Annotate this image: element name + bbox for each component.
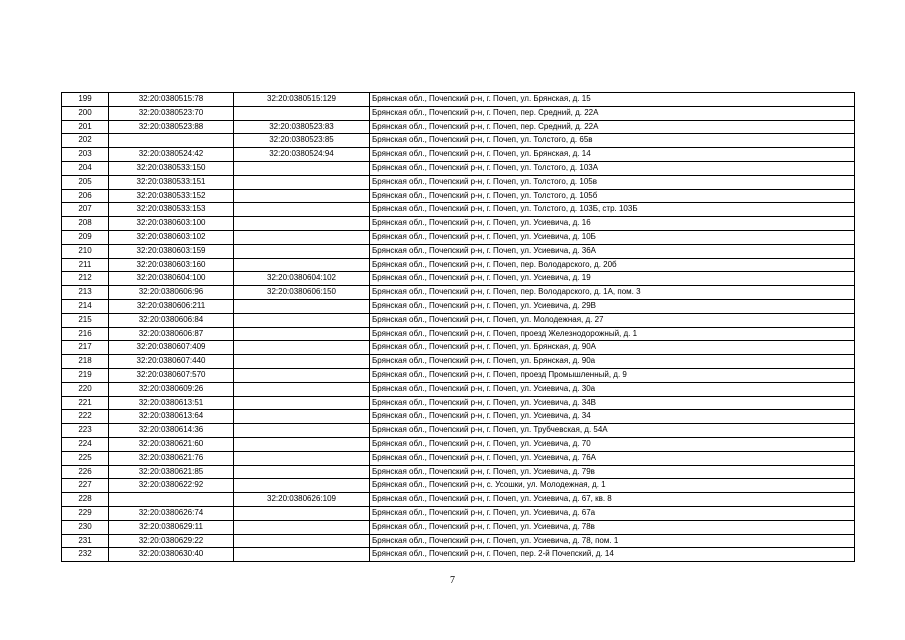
cadastral-number-cell: 32:20:0380607:570: [109, 368, 234, 382]
row-number-cell: 224: [62, 437, 109, 451]
cadastral-number-cell: 32:20:0380533:151: [109, 175, 234, 189]
table-row: [62, 424, 855, 438]
related-cadastral-number-cell: 32:20:0380606:150: [234, 286, 370, 300]
row-number-cell: 209: [62, 230, 109, 244]
row-number-cell: 202: [62, 134, 109, 148]
table-row: [62, 272, 855, 286]
cadastral-number-cell: [109, 134, 234, 148]
related-cadastral-number-cell: [234, 534, 370, 548]
table-row: [62, 396, 855, 410]
address-cell: Брянская обл., Почепский р-н, г. Почеп, ул. Толстого, д. 103А: [370, 161, 855, 175]
address-cell: Брянская обл., Почепский р-н, г. Почеп, пер. Средний, д. 22А: [370, 120, 855, 134]
address-cell: Брянская обл., Почепский р-н, г. Почеп, ул. Брянская, д. 15: [370, 93, 855, 107]
row-number-cell: 199: [62, 93, 109, 107]
related-cadastral-number-cell: [234, 244, 370, 258]
address-cell: Брянская обл., Почепский р-н, г. Почеп, ул. Усиевича, д. 79в: [370, 465, 855, 479]
table-row: [62, 355, 855, 369]
cadastral-number-cell: 32:20:0380515:78: [109, 93, 234, 107]
address-cell: Брянская обл., Почепский р-н, г. Почеп, ул. Толстого, д. 105б: [370, 189, 855, 203]
table-row: [62, 161, 855, 175]
address-cell: Брянская обл., Почепский р-н, г. Почеп, ул. Усиевича, д. 78, пом. 1: [370, 534, 855, 548]
cadastral-number-cell: 32:20:0380533:150: [109, 161, 234, 175]
related-cadastral-number-cell: [234, 189, 370, 203]
row-number-cell: 203: [62, 148, 109, 162]
page-number: 7: [450, 575, 455, 586]
cadastral-number-cell: 32:20:0380621:60: [109, 437, 234, 451]
cadastral-number-cell: 32:20:0380606:96: [109, 286, 234, 300]
related-cadastral-number-cell: [234, 106, 370, 120]
table-row: [62, 230, 855, 244]
row-number-cell: 204: [62, 161, 109, 175]
cadastral-number-cell: 32:20:0380606:84: [109, 313, 234, 327]
registry-table-body: [62, 93, 855, 562]
address-cell: Брянская обл., Почепский р-н, г. Почеп, проезд Железнодорожный, д. 1: [370, 327, 855, 341]
address-cell: Брянская обл., Почепский р-н, г. Почеп, ул. Усиевича, д. 19: [370, 272, 855, 286]
cadastral-number-cell: 32:20:0380603:160: [109, 258, 234, 272]
related-cadastral-number-cell: [234, 396, 370, 410]
related-cadastral-number-cell: [234, 217, 370, 231]
address-cell: Брянская обл., Почепский р-н, г. Почеп, пер. Володарского, д. 20б: [370, 258, 855, 272]
related-cadastral-number-cell: [234, 548, 370, 562]
cadastral-number-cell: 32:20:0380603:159: [109, 244, 234, 258]
address-cell: Брянская обл., Почепский р-н, г. Почеп, ул. Усиевича, д. 78в: [370, 520, 855, 534]
table-row: [62, 465, 855, 479]
table-row: [62, 217, 855, 231]
row-number-cell: 221: [62, 396, 109, 410]
address-cell: Брянская обл., Почепский р-н, г. Почеп, ул. Толстого, д. 105в: [370, 175, 855, 189]
address-cell: Брянская обл., Почепский р-н, г. Почеп, проезд Промышленный, д. 9: [370, 368, 855, 382]
table-row: [62, 189, 855, 203]
related-cadastral-number-cell: 32:20:0380604:102: [234, 272, 370, 286]
table-row: [62, 175, 855, 189]
related-cadastral-number-cell: [234, 382, 370, 396]
cadastral-number-cell: 32:20:0380603:100: [109, 217, 234, 231]
address-cell: Брянская обл., Почепский р-н, г. Почеп, ул. Усиевича, д. 70: [370, 437, 855, 451]
related-cadastral-number-cell: [234, 520, 370, 534]
address-cell: Брянская обл., Почепский р-н, г. Почеп, ул. Усиевича, д. 29В: [370, 299, 855, 313]
row-number-cell: 218: [62, 355, 109, 369]
address-cell: Брянская обл., Почепский р-н, г. Почеп, ул. Брянская, д. 14: [370, 148, 855, 162]
table-row: [62, 106, 855, 120]
row-number-cell: 211: [62, 258, 109, 272]
table-row: [62, 93, 855, 107]
related-cadastral-number-cell: [234, 327, 370, 341]
row-number-cell: 217: [62, 341, 109, 355]
table-row: [62, 548, 855, 562]
related-cadastral-number-cell: [234, 175, 370, 189]
address-cell: Брянская обл., Почепский р-н, г. Почеп, ул. Толстого, д. 103Б, стр. 103Б: [370, 203, 855, 217]
address-cell: Брянская обл., Почепский р-н, с. Усошки, ул. Молодежная, д. 1: [370, 479, 855, 493]
cadastral-number-cell: 32:20:0380607:440: [109, 355, 234, 369]
table-row: [62, 313, 855, 327]
address-cell: Брянская обл., Почепский р-н, г. Почеп, ул. Усиевича, д. 30а: [370, 382, 855, 396]
cadastral-number-cell: 32:20:0380606:87: [109, 327, 234, 341]
address-cell: Брянская обл., Почепский р-н, г. Почеп, ул. Усиевича, д. 16: [370, 217, 855, 231]
address-cell: Брянская обл., Почепский р-н, г. Почеп, ул. Брянская, д. 90А: [370, 341, 855, 355]
cadastral-number-cell: 32:20:0380606:211: [109, 299, 234, 313]
row-number-cell: 232: [62, 548, 109, 562]
cadastral-number-cell: [109, 493, 234, 507]
cadastral-number-cell: 32:20:0380614:36: [109, 424, 234, 438]
related-cadastral-number-cell: [234, 203, 370, 217]
related-cadastral-number-cell: [234, 355, 370, 369]
cadastral-number-cell: 32:20:0380533:153: [109, 203, 234, 217]
related-cadastral-number-cell: [234, 465, 370, 479]
address-cell: Брянская обл., Почепский р-н, г. Почеп, ул. Усиевича, д. 67, кв. 8: [370, 493, 855, 507]
cadastral-number-cell: 32:20:0380626:74: [109, 506, 234, 520]
table-row: [62, 534, 855, 548]
cadastral-number-cell: 32:20:0380621:76: [109, 451, 234, 465]
cadastral-number-cell: 32:20:0380604:100: [109, 272, 234, 286]
related-cadastral-number-cell: 32:20:0380523:83: [234, 120, 370, 134]
row-number-cell: 229: [62, 506, 109, 520]
address-cell: Брянская обл., Почепский р-н, г. Почеп, ул. Усиевича, д. 76А: [370, 451, 855, 465]
related-cadastral-number-cell: [234, 299, 370, 313]
row-number-cell: 222: [62, 410, 109, 424]
related-cadastral-number-cell: 32:20:0380626:109: [234, 493, 370, 507]
row-number-cell: 200: [62, 106, 109, 120]
row-number-cell: 205: [62, 175, 109, 189]
table-row: [62, 148, 855, 162]
cadastral-number-cell: 32:20:0380607:409: [109, 341, 234, 355]
table-row: [62, 479, 855, 493]
row-number-cell: 206: [62, 189, 109, 203]
table-row: [62, 451, 855, 465]
table-row: [62, 327, 855, 341]
registry-table: [61, 92, 855, 562]
related-cadastral-number-cell: [234, 161, 370, 175]
table-row: [62, 120, 855, 134]
row-number-cell: 216: [62, 327, 109, 341]
cadastral-number-cell: 32:20:0380613:64: [109, 410, 234, 424]
row-number-cell: 228: [62, 493, 109, 507]
address-cell: Брянская обл., Почепский р-н, г. Почеп, ул. Толстого, д. 65в: [370, 134, 855, 148]
cadastral-number-cell: 32:20:0380613:51: [109, 396, 234, 410]
row-number-cell: 226: [62, 465, 109, 479]
related-cadastral-number-cell: [234, 506, 370, 520]
cadastral-number-cell: 32:20:0380629:11: [109, 520, 234, 534]
cadastral-number-cell: 32:20:0380622:92: [109, 479, 234, 493]
row-number-cell: 210: [62, 244, 109, 258]
related-cadastral-number-cell: [234, 258, 370, 272]
related-cadastral-number-cell: [234, 313, 370, 327]
table-row: [62, 203, 855, 217]
related-cadastral-number-cell: 32:20:0380515:129: [234, 93, 370, 107]
address-cell: Брянская обл., Почепский р-н, г. Почеп, ул. Молодежная, д. 27: [370, 313, 855, 327]
table-row: [62, 368, 855, 382]
related-cadastral-number-cell: [234, 424, 370, 438]
row-number-cell: 208: [62, 217, 109, 231]
cadastral-number-cell: 32:20:0380609:26: [109, 382, 234, 396]
table-row: [62, 382, 855, 396]
row-number-cell: 231: [62, 534, 109, 548]
table-row: [62, 299, 855, 313]
table-row: [62, 520, 855, 534]
related-cadastral-number-cell: [234, 230, 370, 244]
cadastral-number-cell: 32:20:0380629:22: [109, 534, 234, 548]
address-cell: Брянская обл., Почепский р-н, г. Почеп, ул. Усиевича, д. 34В: [370, 396, 855, 410]
row-number-cell: 225: [62, 451, 109, 465]
row-number-cell: 212: [62, 272, 109, 286]
related-cadastral-number-cell: [234, 410, 370, 424]
related-cadastral-number-cell: [234, 341, 370, 355]
address-cell: Брянская обл., Почепский р-н, г. Почеп, ул. Усиевича, д. 34: [370, 410, 855, 424]
address-cell: Брянская обл., Почепский р-н, г. Почеп, ул. Усиевича, д. 36А: [370, 244, 855, 258]
address-cell: Брянская обл., Почепский р-н, г. Почеп, пер. Средний, д. 22А: [370, 106, 855, 120]
table-row: [62, 341, 855, 355]
cadastral-number-cell: 32:20:0380523:88: [109, 120, 234, 134]
row-number-cell: 223: [62, 424, 109, 438]
related-cadastral-number-cell: [234, 437, 370, 451]
row-number-cell: 213: [62, 286, 109, 300]
address-cell: Брянская обл., Почепский р-н, г. Почеп, пер. Володарского, д. 1А, пом. 3: [370, 286, 855, 300]
row-number-cell: 207: [62, 203, 109, 217]
row-number-cell: 220: [62, 382, 109, 396]
cadastral-number-cell: 32:20:0380533:152: [109, 189, 234, 203]
address-cell: Брянская обл., Почепский р-н, г. Почеп, ул. Усиевича, д. 67а: [370, 506, 855, 520]
cadastral-number-cell: 32:20:0380603:102: [109, 230, 234, 244]
table-row: [62, 134, 855, 148]
cadastral-number-cell: 32:20:0380524:42: [109, 148, 234, 162]
related-cadastral-number-cell: [234, 451, 370, 465]
table-row: [62, 258, 855, 272]
row-number-cell: 214: [62, 299, 109, 313]
table-row: [62, 410, 855, 424]
row-number-cell: 227: [62, 479, 109, 493]
address-cell: Брянская обл., Почепский р-н, г. Почеп, ул. Трубчевская, д. 54А: [370, 424, 855, 438]
related-cadastral-number-cell: 32:20:0380524:94: [234, 148, 370, 162]
table-row: [62, 493, 855, 507]
table-row: [62, 437, 855, 451]
cadastral-number-cell: 32:20:0380630:40: [109, 548, 234, 562]
related-cadastral-number-cell: [234, 368, 370, 382]
related-cadastral-number-cell: [234, 479, 370, 493]
address-cell: Брянская обл., Почепский р-н, г. Почеп, ул. Брянская, д. 90а: [370, 355, 855, 369]
table-row: [62, 244, 855, 258]
related-cadastral-number-cell: 32:20:0380523:85: [234, 134, 370, 148]
table-row: [62, 506, 855, 520]
row-number-cell: 215: [62, 313, 109, 327]
address-cell: Брянская обл., Почепский р-н, г. Почеп, пер. 2-й Почепский, д. 14: [370, 548, 855, 562]
address-cell: Брянская обл., Почепский р-н, г. Почеп, ул. Усиевича, д. 10Б: [370, 230, 855, 244]
row-number-cell: 230: [62, 520, 109, 534]
cadastral-number-cell: 32:20:0380523:70: [109, 106, 234, 120]
row-number-cell: 219: [62, 368, 109, 382]
cadastral-number-cell: 32:20:0380621:85: [109, 465, 234, 479]
row-number-cell: 201: [62, 120, 109, 134]
table-row: [62, 286, 855, 300]
